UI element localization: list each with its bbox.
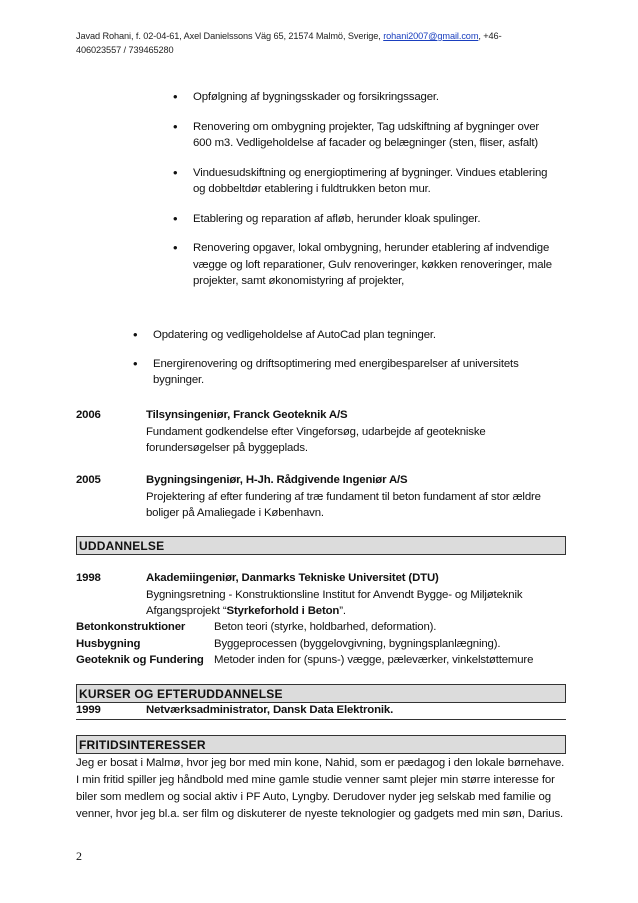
thesis-prefix: Afgangsprojekt “ [146,605,227,617]
thesis-suffix: ”. [339,605,346,617]
subject-row [76,636,576,653]
job-description: Fundament godkendelse efter Vingeforsøg, udarbejde af geotekniske forundersøgelser på byggeplads. [146,425,486,454]
education-title: Akademiingeniør, Danmarks Tekniske Universitet (DTU) [146,572,439,584]
list-item: • Renovering om ombygning projekter, Tag udskiftning af bygninger over 600 m3. Vedligeholdelse af facader og belægninger (sten, fliser, asfalt) [170,119,560,152]
subject-value: Byggeprocessen (byggelovgivning, bygningsplanlægning). [214,637,501,650]
job-description: Projektering af efter fundering af træ fundament til beton fundament af stor ældre boliger på Amaliegade i København. [146,490,541,519]
email-link[interactable]: rohani2007@gmail.com [383,31,479,41]
section-heading-leisure: FRITIDSINTERESSER [76,735,566,754]
section-heading-courses: KURSER OG EFTERUDDANNELSE [76,684,566,703]
list-item: • Etablering og reparation af afløb, herunder kloak spulinger. [170,211,560,228]
list-item: • Vinduesudskiftning og energioptimering af bygninger. Vindues etablering og dobbeltdør etablering i fuldtrukken beton mur. [170,165,560,198]
contact-header [76,29,546,57]
education-entry [76,570,566,620]
job-entry-2006 [76,407,566,457]
subject-value: Beton teori (styrke, holdbarhed, deformation). [214,621,437,633]
task-bullet-list [170,89,560,303]
list-item: • Opdatering og vedligeholdelse af AutoCad plan tegninger. [130,327,560,344]
contact-text: Javad Rohani, f. 02-04-61, Axel Danielssons Väg 65, 21574 Malmö, Sverige, [76,31,384,41]
education-subjects [76,619,576,669]
job-year: 2005 [76,474,101,486]
course-title: Netværksadministrator, Dansk Data Elektronik. [146,704,394,716]
divider [76,719,566,720]
job-title: Tilsynsingeniør, Franck Geoteknik A/S [146,409,348,421]
leisure-paragraph: Jeg er bosat i Malmø, hvor jeg bor med min kone, Nahid, som er pædagog i den lokale børnehave. I min fritid spiller jeg håndbold med mine gamle studie venner samt plejer min større interesse for biler som medlem og social aktiv i PF Auto, Lyngby. Derudover nyder jeg selskab med familie og venner, hvor jeg bl.a. ser film og diskuterer de nyeste teknologier og gadgets med min søn, Darius. [76,757,565,820]
list-item: • Renovering opgaver, lokal ombygning, herunder etablering af indvendige vægge og loft reparationer, Gulv renoveringer, køkken renoveringer, male projekter, samt økonomistyring af projekter, [170,240,560,290]
subject-label: Betonkonstruktioner [76,621,186,633]
thesis-title: Styrkeforhold i Beton [226,605,340,617]
subject-row [76,619,576,636]
subject-label: Geoteknik og Fundering [76,654,204,666]
course-entry [76,702,566,719]
job-year: 2006 [76,409,101,421]
job-entry-2005 [76,472,566,522]
duty-bullet-list [130,327,560,401]
subject-value: Metoder inden for (spuns-) vægge, pæleværker, vinkelstøttemure [214,654,534,666]
phone-numbers: , +46-406023557 / 739465280 [76,31,502,55]
job-title: Bygningsingeniør, H-Jh. Rådgivende Ingeniør A/S [146,474,408,486]
list-item: • Opfølgning af bygningsskader og forsikringssager. [170,89,560,106]
thesis-line [146,603,566,620]
page-number: 2 [76,849,82,863]
subject-label: Husbygning [76,637,141,650]
education-line: Bygningsretning - Konstruktionsline Institut for Anvendt Bygge- og Miljøteknik [146,588,523,601]
subject-row [76,652,576,669]
list-item: • Energirenovering og driftsoptimering med energibesparelser af universitets bygninger. [130,356,560,389]
section-heading-education: UDDANNELSE [76,536,566,555]
education-year: 1998 [76,572,101,584]
course-year: 1999 [76,704,101,716]
